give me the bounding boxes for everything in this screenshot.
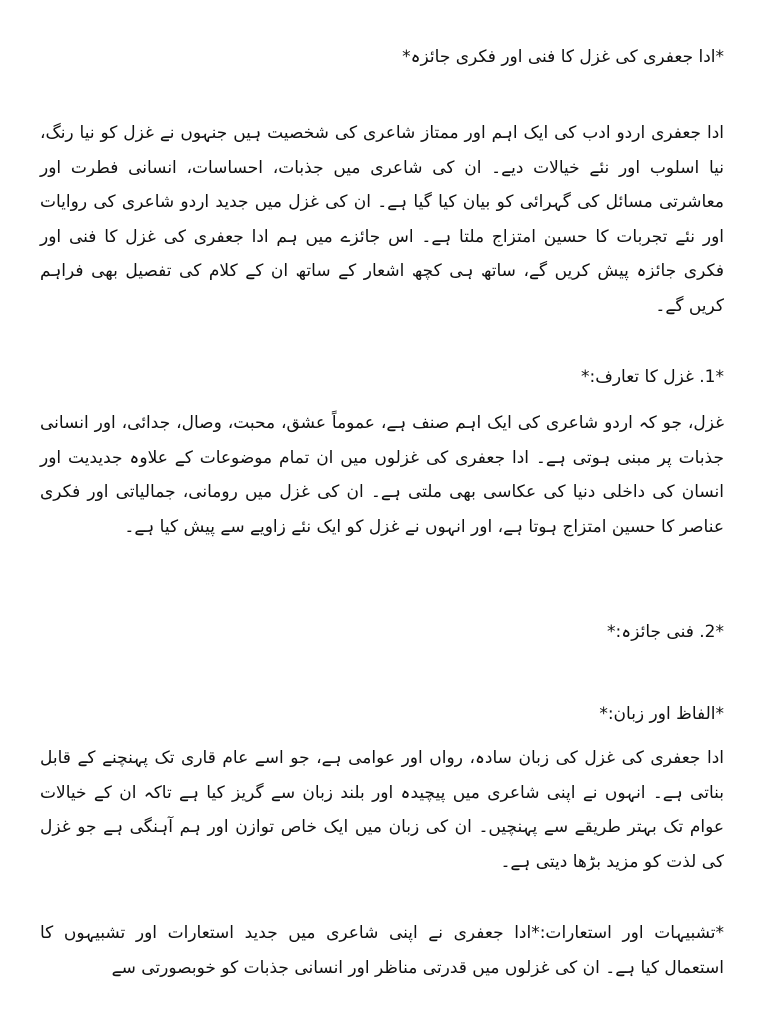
section-heading-ghazal-intro: *1. غزل کا تعارف:* <box>580 367 724 387</box>
intro-paragraph: ادا جعفری اردو ادب کی ایک اہم اور ممتاز شاعری کی شخصیت ہیں جنہوں نے غزل کو نیا رنگ، نیا اسلوب اور نئے خیالات دیے۔ ان کی شاعری میں جذبات، احساسات، انسانی فطرت اور معاشرتی مسائل کی گہرائی کو بیان کیا گیا ہے۔ ان کی غزل میں جدید اردو شاعری کی روایات اور نئے تجربات کا حسین امتزاج ملتا ہے۔ اس جائزے میں ہم ادا جعفری کی غزل کا فنی اور فکری جائزہ پیش کریں گے، ساتھ ہی کچھ اشعار کے ساتھ ان کے کلام کی تفصیل بھی فراہم کریں گے۔ <box>40 123 724 316</box>
section-heading-technical-review: *2. فنی جائزہ:* <box>607 622 724 642</box>
section-paragraph-ghazal-intro: غزل، جو کہ اردو شاعری کی ایک اہم صنف ہے، عموماً عشق، محبت، وصال، جدائی، اور انسانی جذبات پر مبنی ہوتی ہے۔ ادا جعفری کی غزلوں میں ان تمام موضوعات کے علاوہ جدیدیت اور انسان کی داخلی دنیا کی عکاسی بھی ملتی ہے۔ ان کی غزل میں رومانی، جمالیاتی اور فکری عناصر کا حسین امتزاج ہوتا ہے، اور انہوں نے غزل کو ایک نئے زاویے سے پیش کیا ہے۔ <box>40 413 724 537</box>
subsection-heading-words-language: *الفاظ اور زبان:* <box>599 704 724 724</box>
subsection-paragraph-words-language: ادا جعفری کی غزل کی زبان سادہ، رواں اور عوامی ہے، جو اسے عام قاری تک پہنچنے کے قابل بناتی ہے۔ انہوں نے اپنی شاعری میں پیچیدہ اور بلند زبان سے گریز کیا ہے تاکہ ان کے خیالات عوام تک بہتر طریقے سے پہنچیں۔ ان کی زبان میں ایک خاص توازن اور ہم آہنگی ہے جو غزل کی لذت کو مزید بڑھا دیتی ہے۔ <box>40 748 724 872</box>
metaphors-paragraph: *تشبیہات اور استعارات:*ادا جعفری نے اپنی شاعری میں جدید استعارات اور تشبیہوں کا استعمال کیا ہے۔ ان کی غزلوں میں قدرتی مناظر اور انسانی جذبات کو خوبصورتی سے <box>40 923 724 978</box>
document-title: *ادا جعفری کی غزل کا فنی اور فکری جائزہ* <box>402 47 724 67</box>
